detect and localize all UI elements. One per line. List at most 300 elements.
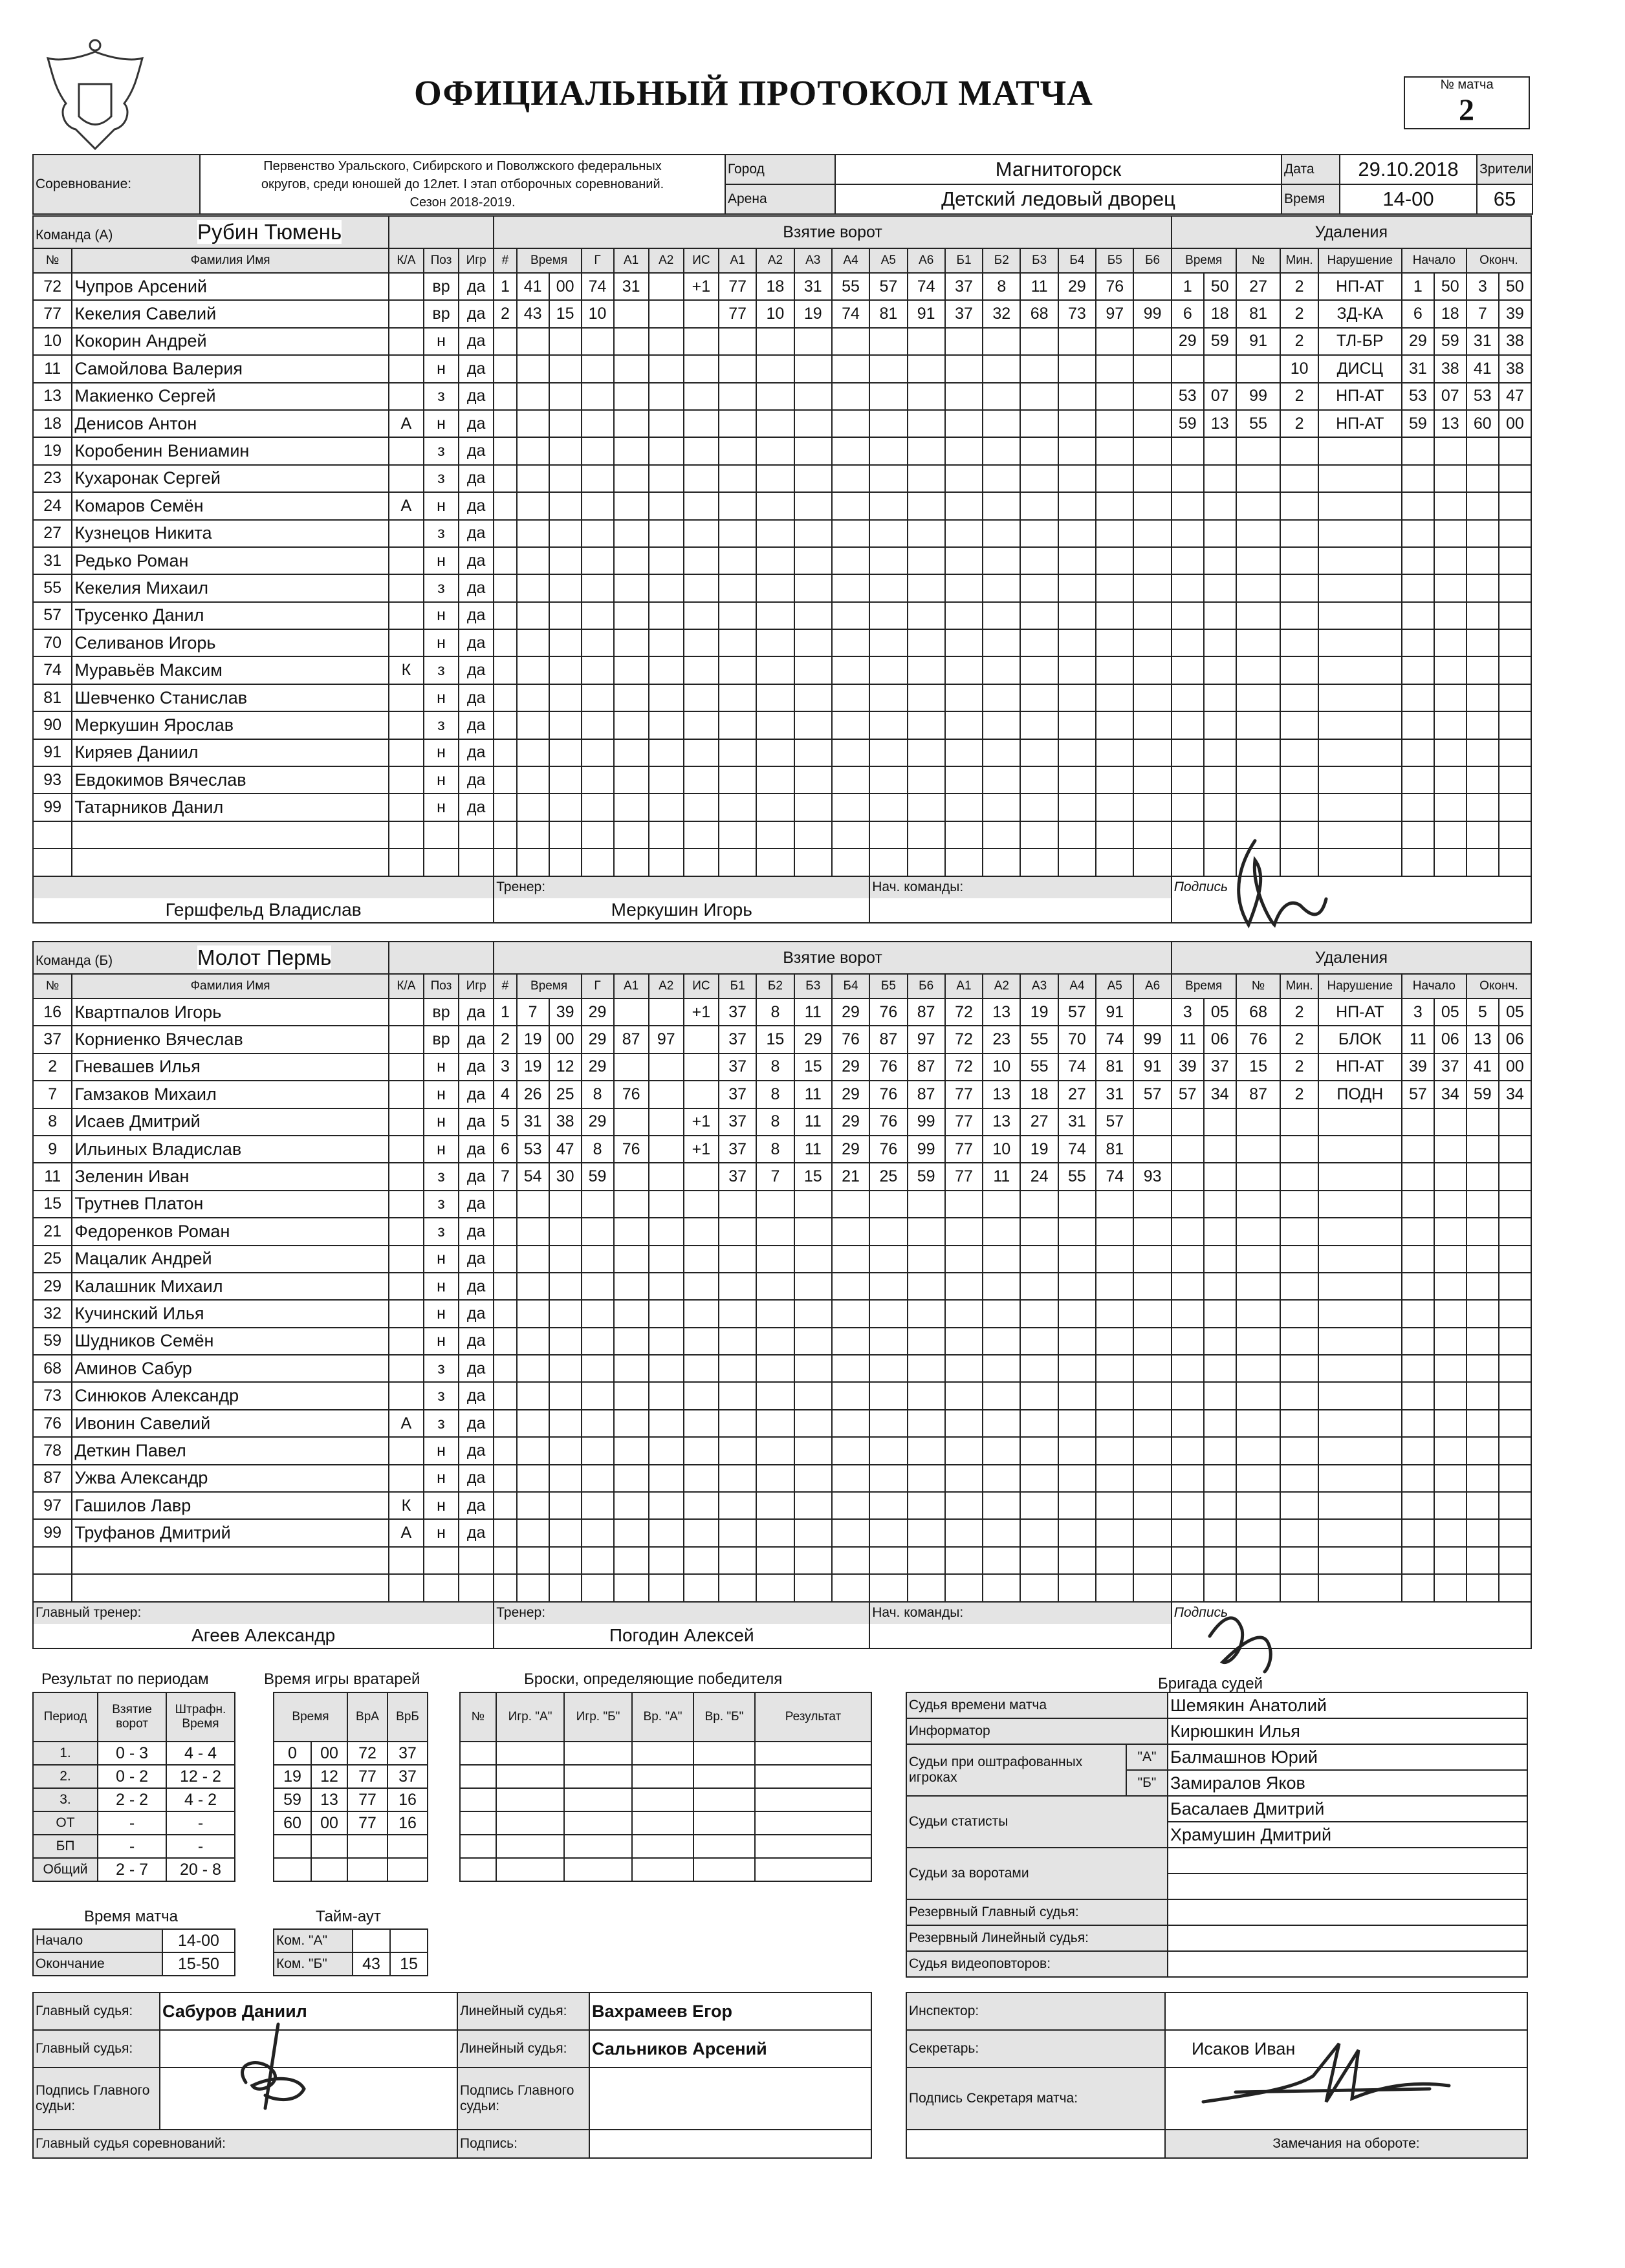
- goal-cell: 8: [756, 999, 794, 1026]
- penalty-cell: [1434, 492, 1467, 519]
- goal-cell: [649, 1382, 684, 1409]
- penalty-cell: [1172, 1191, 1204, 1218]
- penalty-cell: [1318, 1300, 1402, 1327]
- penalty-cell: [1172, 1136, 1204, 1163]
- penalty-cell: [1467, 1465, 1499, 1492]
- penalty-cell: 34: [1434, 1081, 1467, 1108]
- goal-cell: [649, 656, 684, 684]
- goal-cell: [1133, 739, 1171, 766]
- goal-cell: [549, 328, 582, 355]
- goal-cell: [614, 848, 649, 876]
- goal-cell: [832, 492, 869, 519]
- match-time-caption: Время матча: [84, 1908, 179, 1925]
- penalty-cell: [1402, 684, 1434, 711]
- player-played: да: [459, 273, 494, 300]
- player-position: з: [424, 383, 459, 410]
- penalty-cell: [1318, 1519, 1402, 1546]
- goal-cell: [517, 1328, 549, 1355]
- penalty-cell: [1204, 1519, 1236, 1546]
- goal-cell: 29: [832, 1053, 869, 1081]
- head-coach-label: [33, 876, 494, 898]
- goal-cell: [494, 821, 516, 848]
- penalty-cell: [1318, 656, 1402, 684]
- goal-cell: 11: [983, 1163, 1020, 1190]
- player-played: да: [459, 602, 494, 629]
- penalty-cell: 05: [1434, 999, 1467, 1026]
- goal-cell: [945, 355, 983, 382]
- shootout-cell: [496, 1811, 564, 1835]
- goal-cell: [794, 1246, 832, 1273]
- player-played: да: [459, 656, 494, 684]
- goal-cell: [794, 1328, 832, 1355]
- goal-cell: [794, 629, 832, 656]
- penalty-cell: [1467, 1218, 1499, 1245]
- goal-cell: 31: [794, 273, 832, 300]
- player-role: [389, 1108, 424, 1136]
- goal-cell: [1133, 848, 1171, 876]
- goalie-cell: 59: [274, 1788, 311, 1811]
- player-played: да: [459, 328, 494, 355]
- goal-cell: [1058, 1547, 1096, 1574]
- goal-cell: [756, 684, 794, 711]
- goal-cell: [1096, 1328, 1133, 1355]
- goal-cell: [869, 1465, 907, 1492]
- goal-cell: [1058, 1437, 1096, 1464]
- player-name: Кокорин Андрей: [72, 328, 388, 355]
- shootout-cell: [564, 1765, 632, 1788]
- player-number: 55: [33, 574, 72, 601]
- penalty-cell: [1204, 1355, 1236, 1382]
- player-number: 78: [33, 1437, 72, 1464]
- goal-cell: [549, 656, 582, 684]
- penalty-cell: [1499, 1273, 1531, 1300]
- player-name: Кучинский Илья: [72, 1300, 388, 1327]
- penalty-cell: 1: [1172, 273, 1204, 300]
- player-row: [33, 355, 1531, 382]
- penalty-cell: 37: [1204, 1053, 1236, 1081]
- goal-cell: [756, 437, 794, 464]
- timekeeper-name: Шемякин Анатолий: [1168, 1692, 1527, 1718]
- player-row: [33, 766, 1531, 794]
- player-name: Синюков Александр: [72, 1382, 388, 1409]
- goal-cell: [756, 1465, 794, 1492]
- goal-cell: [1058, 684, 1096, 711]
- goal-cell: [719, 520, 756, 547]
- player-position: з: [424, 1410, 459, 1437]
- goal-cell: [832, 1328, 869, 1355]
- goal-cell: [614, 1163, 649, 1190]
- goal-cell: 77: [719, 273, 756, 300]
- start-value: 14-00: [162, 1929, 235, 1952]
- penalty-cell: [1172, 739, 1204, 766]
- penalty-cell: 39: [1402, 1053, 1434, 1081]
- period-cell: Общий: [33, 1858, 98, 1881]
- player-played: да: [459, 999, 494, 1026]
- goal-cell: [1133, 1246, 1171, 1273]
- player-role: [389, 1328, 424, 1355]
- penalty-cell: [1204, 1300, 1236, 1327]
- timeout-caption: Тайм-аут: [316, 1908, 381, 1925]
- penalty-cell: [1499, 1108, 1531, 1136]
- penalty-cell: [1499, 492, 1531, 519]
- goal-cell: [1020, 1465, 1058, 1492]
- onice-header: А2: [756, 248, 794, 273]
- goal-cell: 74: [1058, 1053, 1096, 1081]
- player-header: Игр: [459, 248, 494, 273]
- goal-cell: [684, 602, 719, 629]
- penalty-cell: [1499, 1136, 1531, 1163]
- player-name: Кухаронак Сергей: [72, 465, 388, 492]
- goal-cell: [945, 520, 983, 547]
- period-header: Период: [33, 1692, 98, 1742]
- protocol-title: ОФИЦИАЛЬНЫЙ ПРОТОКОЛ МАТЧА: [414, 73, 1093, 113]
- goal-cell: [794, 1218, 832, 1245]
- goal-cell: [494, 1246, 516, 1273]
- period-cell: -: [166, 1811, 235, 1835]
- penalty-cell: 5: [1467, 999, 1499, 1026]
- line-judge-2-label: Линейный судья:: [457, 2030, 589, 2068]
- player-played: да: [459, 1492, 494, 1519]
- period-cell: ОТ: [33, 1811, 98, 1835]
- goal-cell: 29: [582, 1053, 614, 1081]
- penalty-cell: 53: [1402, 383, 1434, 410]
- goal-cell: 7: [494, 1163, 516, 1190]
- goal-cell: [832, 1574, 869, 1601]
- goal-cell: [1133, 1410, 1171, 1437]
- goal-cell: [794, 711, 832, 739]
- goal-cell: [719, 1218, 756, 1245]
- penalty-header: №: [1236, 248, 1281, 273]
- goal-cell: 19: [1020, 1136, 1058, 1163]
- player-name: [72, 848, 388, 876]
- goal-cell: 31: [517, 1108, 549, 1136]
- goal-cell: [1133, 1437, 1171, 1464]
- onice-header: А2: [983, 974, 1020, 999]
- penalty-cell: [1204, 1273, 1236, 1300]
- player-name: Ужва Александр: [72, 1465, 388, 1492]
- penalty-cell: [1204, 520, 1236, 547]
- player-number: 7: [33, 1081, 72, 1108]
- penalty-cell: 05: [1499, 999, 1531, 1026]
- goal-cell: [719, 766, 756, 794]
- goal-cell: [614, 465, 649, 492]
- goal-cell: [1020, 492, 1058, 519]
- penalty-cell: [1280, 492, 1318, 519]
- player-row: [33, 1053, 1531, 1081]
- goal-cell: [549, 1410, 582, 1437]
- penalty-cell: 38: [1434, 355, 1467, 382]
- goal-cell: 23: [983, 1026, 1020, 1053]
- goal-cell: [1058, 602, 1096, 629]
- penalty-cell: [1318, 1574, 1402, 1601]
- goal-cell: [684, 1519, 719, 1546]
- penalty-cell: [1467, 547, 1499, 574]
- goal-cell: 29: [832, 1081, 869, 1108]
- goal-cell: [494, 848, 516, 876]
- penalty-cell: [1318, 465, 1402, 492]
- penalty-cell: [1236, 492, 1281, 519]
- player-role: А: [389, 492, 424, 519]
- goal-cell: [1096, 1574, 1133, 1601]
- goalie-cell: 77: [347, 1811, 387, 1835]
- goal-cell: [549, 383, 582, 410]
- penalty-cell: [1280, 1328, 1318, 1355]
- player-position: н: [424, 1136, 459, 1163]
- player-played: да: [459, 1053, 494, 1081]
- coach-name: Меркушин Игорь: [494, 898, 869, 923]
- penalty-header: Время: [1172, 974, 1236, 999]
- player-position: [424, 1547, 459, 1574]
- goal-cell: [582, 410, 614, 437]
- goal-cell: [1096, 656, 1133, 684]
- goal-cell: [945, 1382, 983, 1409]
- shootout-cell: [564, 1811, 632, 1835]
- goal-cell: [832, 1410, 869, 1437]
- goal-cell: 74: [832, 300, 869, 327]
- goal-cell: [756, 1437, 794, 1464]
- penalty-judge-a: Балмашнов Юрий: [1168, 1744, 1527, 1770]
- goal-cell: [719, 383, 756, 410]
- goalie-cell: 00: [311, 1742, 347, 1765]
- goal-cell: 8: [756, 1136, 794, 1163]
- goal-cell: 72: [945, 999, 983, 1026]
- penalty-cell: 31: [1402, 355, 1434, 382]
- goal-cell: [494, 739, 516, 766]
- penalty-cell: [1434, 547, 1467, 574]
- goal-cell: [719, 739, 756, 766]
- player-role: К: [389, 656, 424, 684]
- penalty-cell: [1236, 547, 1281, 574]
- penalty-cell: 1: [1402, 273, 1434, 300]
- goal-cell: [1133, 574, 1171, 601]
- penalty-cell: 2: [1280, 273, 1318, 300]
- main-judge-signature: [220, 2018, 323, 2115]
- penalty-cell: [1204, 574, 1236, 601]
- goal-cell: [869, 656, 907, 684]
- emblem: [40, 39, 150, 152]
- goal-cell: [649, 1053, 684, 1081]
- player-position: вр: [424, 1026, 459, 1053]
- secretary-name: Исаков Иван: [1165, 2030, 1527, 2068]
- onice-header: А5: [1096, 974, 1133, 999]
- player-row: [33, 794, 1531, 821]
- goal-cell: [494, 1492, 516, 1519]
- player-played: да: [459, 1382, 494, 1409]
- player-number: 16: [33, 999, 72, 1026]
- goal-cell: [908, 1218, 945, 1245]
- goal-cell: 37: [719, 1026, 756, 1053]
- goal-cell: [1096, 1492, 1133, 1519]
- player-played: да: [459, 1163, 494, 1190]
- goal-cell: 87: [614, 1026, 649, 1053]
- penalty-cell: 81: [1236, 300, 1281, 327]
- penalty-cell: 27: [1236, 273, 1281, 300]
- goal-cell: [1020, 1574, 1058, 1601]
- goal-cell: [719, 1328, 756, 1355]
- player-header: К/А: [389, 974, 424, 999]
- shootout-cell: [693, 1765, 755, 1788]
- goal-cell: [1133, 273, 1171, 300]
- goal-cell: [684, 1081, 719, 1108]
- goal-cell: [1133, 410, 1171, 437]
- goalie-cell: 37: [387, 1765, 428, 1788]
- penalty-cell: [1402, 602, 1434, 629]
- goal-cell: 77: [945, 1108, 983, 1136]
- city-value: Магнитогорск: [835, 155, 1281, 184]
- onice-header: Б5: [1096, 248, 1133, 273]
- periods-caption: Результат по периодам: [41, 1670, 209, 1688]
- shootout-cell: [564, 1742, 632, 1765]
- player-played: да: [459, 1300, 494, 1327]
- goalies-caption: Время игры вратарей: [264, 1670, 420, 1688]
- penalty-cell: [1172, 1246, 1204, 1273]
- player-name: Гашилов Лавр: [72, 1492, 388, 1519]
- goal-cell: [983, 547, 1020, 574]
- goal-cell: [494, 684, 516, 711]
- goal-cell: [869, 1410, 907, 1437]
- goal-cell: [517, 711, 549, 739]
- goal-cell: [945, 766, 983, 794]
- goal-cell: [684, 1246, 719, 1273]
- goal-cell: [1020, 1218, 1058, 1245]
- penalty-cell: [1236, 520, 1281, 547]
- penalty-cell: 50: [1204, 273, 1236, 300]
- goal-cell: 72: [945, 1053, 983, 1081]
- penalty-cell: [1236, 1410, 1281, 1437]
- penalty-cell: 53: [1467, 383, 1499, 410]
- player-position: н: [424, 547, 459, 574]
- goal-cell: [719, 1300, 756, 1327]
- shootout-cell: [460, 1858, 496, 1881]
- player-number: 2: [33, 1053, 72, 1081]
- goal-cell: [1133, 465, 1171, 492]
- goalie-b-header: ВрБ: [387, 1692, 428, 1742]
- player-role: [389, 602, 424, 629]
- goal-cell: [549, 602, 582, 629]
- goal-cell: [614, 547, 649, 574]
- player-role: [389, 465, 424, 492]
- penalty-cell: [1172, 1465, 1204, 1492]
- line-sign-label: Подпись Главного судьи:: [457, 2068, 589, 2130]
- goal-cell: [517, 574, 549, 601]
- goal-cell: [684, 437, 719, 464]
- player-role: [389, 300, 424, 327]
- goal-cell: [684, 410, 719, 437]
- city-label: Город: [725, 155, 835, 184]
- penalty-cell: 59: [1402, 410, 1434, 437]
- penalty-cell: [1318, 794, 1402, 821]
- player-played: [459, 821, 494, 848]
- shootout-table: [459, 1692, 872, 1882]
- period-cell: -: [98, 1835, 166, 1858]
- goal-cell: [869, 328, 907, 355]
- period-cell: 4 - 2: [166, 1788, 235, 1811]
- goal-cell: [1020, 1328, 1058, 1355]
- player-position: з: [424, 1382, 459, 1409]
- goal-cell: [684, 1382, 719, 1409]
- player-number: 23: [33, 465, 72, 492]
- player-played: да: [459, 492, 494, 519]
- penalty-cell: [1499, 1328, 1531, 1355]
- goal-cell: [614, 437, 649, 464]
- goal-cell: [649, 1547, 684, 1574]
- goal-cell: [614, 1300, 649, 1327]
- goal-cell: [756, 1492, 794, 1519]
- goal-cell: [1096, 547, 1133, 574]
- goal-cell: [756, 1547, 794, 1574]
- penalty-cell: [1280, 574, 1318, 601]
- goal-cell: [582, 1410, 614, 1437]
- penalty-cell: [1172, 602, 1204, 629]
- penalty-cell: [1204, 1191, 1236, 1218]
- goal-cell: [945, 1355, 983, 1382]
- goal-cell: [649, 766, 684, 794]
- goal-cell: [517, 794, 549, 821]
- onice-header: Б4: [1058, 248, 1096, 273]
- goal-cell: [684, 1437, 719, 1464]
- penalty-cell: [1434, 1300, 1467, 1327]
- player-role: [389, 1163, 424, 1190]
- penalty-cell: [1467, 711, 1499, 739]
- penalty-cell: [1204, 1410, 1236, 1437]
- penalty-cell: [1434, 574, 1467, 601]
- penalty-cell: [1318, 1218, 1402, 1245]
- penalty-cell: [1402, 1410, 1434, 1437]
- penalty-cell: [1467, 1355, 1499, 1382]
- penalty-cell: [1236, 739, 1281, 766]
- player-position: н: [424, 1273, 459, 1300]
- goalie-cell: 16: [387, 1788, 428, 1811]
- goal-cell: [649, 574, 684, 601]
- player-role: А: [389, 410, 424, 437]
- player-row: [33, 1437, 1531, 1464]
- penalty-cell: 2: [1280, 1026, 1318, 1053]
- goal-cell: [1058, 410, 1096, 437]
- goal-cell: [794, 437, 832, 464]
- penalty-cell: 07: [1434, 383, 1467, 410]
- goal-cell: [908, 1547, 945, 1574]
- goal-cell: [832, 848, 869, 876]
- player-played: [459, 1574, 494, 1601]
- goal-header: Время: [517, 248, 582, 273]
- player-role: [389, 739, 424, 766]
- penalty-cell: [1204, 1136, 1236, 1163]
- goal-cell: [832, 1382, 869, 1409]
- player-name: Муравьёв Максим: [72, 656, 388, 684]
- goal-cell: [869, 1355, 907, 1382]
- goal-cell: [494, 1574, 516, 1601]
- player-number: 10: [33, 328, 72, 355]
- player-role: А: [389, 1519, 424, 1546]
- penalty-cell: [1499, 1519, 1531, 1546]
- penalty-cell: [1499, 766, 1531, 794]
- goal-cell: [649, 684, 684, 711]
- goal-cell: [614, 602, 649, 629]
- penalty-cell: [1318, 766, 1402, 794]
- penalty-cell: 50: [1499, 273, 1531, 300]
- goalie-cell: 12: [311, 1765, 347, 1788]
- player-row: [33, 1136, 1531, 1163]
- penalty-cell: [1172, 1547, 1204, 1574]
- player-role: [389, 547, 424, 574]
- goal-cell: [908, 355, 945, 382]
- penalty-cell: [1172, 437, 1204, 464]
- goal-cell: [517, 465, 549, 492]
- goal-cell: [1020, 1437, 1058, 1464]
- penalty-cell: [1280, 766, 1318, 794]
- penalty-cell: [1172, 465, 1204, 492]
- goal-cell: 81: [1096, 1053, 1133, 1081]
